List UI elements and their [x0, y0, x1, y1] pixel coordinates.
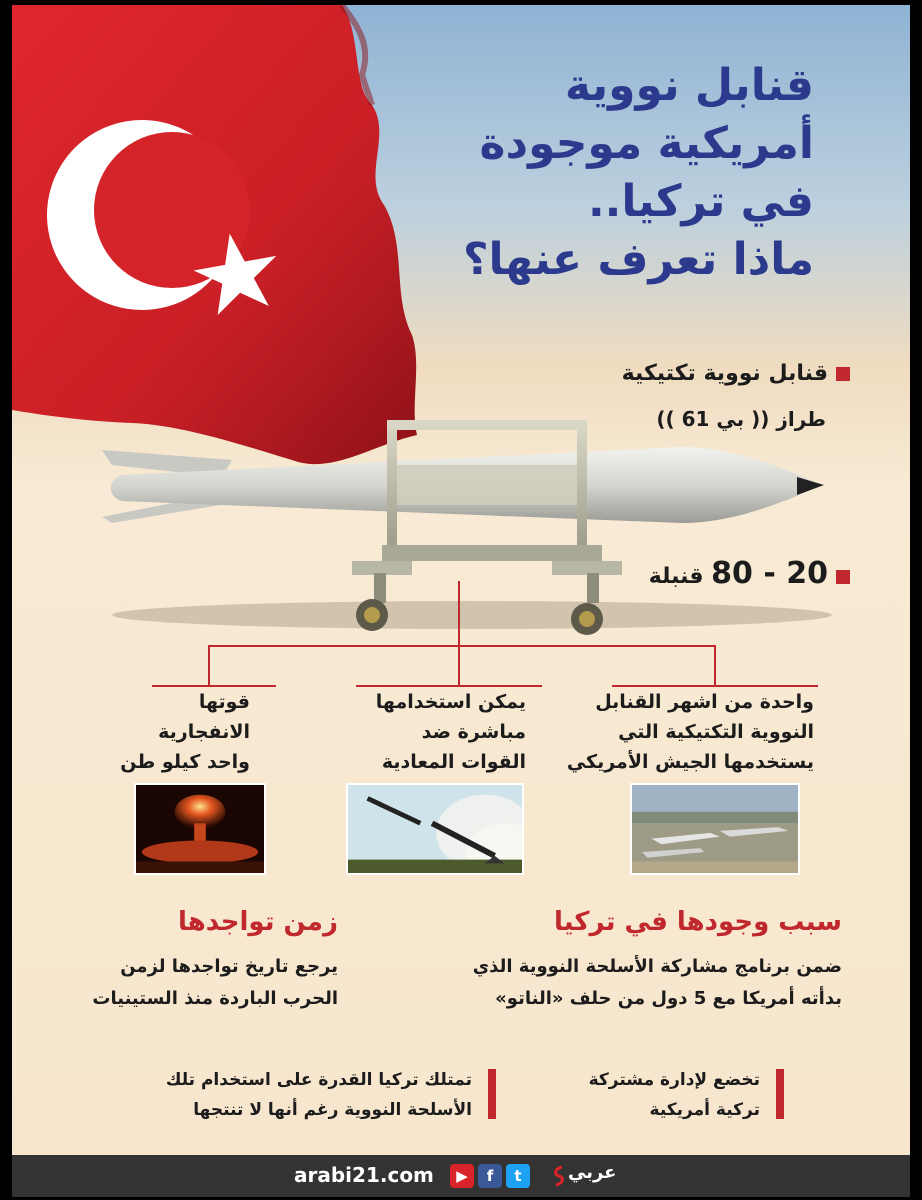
title-line-1: قنابل نووية: [564, 60, 814, 111]
reason-line: بدأته أمريكا مع 5 دول من حلف «الناتو»: [495, 988, 842, 1009]
admin-note-bar: [776, 1069, 784, 1119]
fact-line: يستخدمها الجيش الأمريكي: [566, 751, 814, 773]
fact-line: النووية التكتيكية التي: [618, 721, 814, 743]
time-paragraph: [92, 951, 338, 1015]
arabi21-logo-text: عربي: [568, 1162, 617, 1183]
fact-column-yield: [120, 687, 250, 777]
missile-launch-photo: [346, 783, 524, 875]
youtube-icon[interactable]: ▶: [450, 1164, 474, 1188]
bomb-model-text: طراز (( بي 61 )): [656, 407, 826, 431]
bomb-type-text: قنابل نووية تكتيكية: [621, 361, 828, 386]
reason-paragraph: [473, 951, 842, 1015]
capability-note-line: الأسلحة النووية رغم أنها لا تنتجها: [193, 1100, 472, 1120]
twitter-icon[interactable]: t: [506, 1164, 530, 1188]
fact-line: قوتها: [198, 691, 250, 713]
admin-note: [589, 1065, 760, 1125]
reason-heading: سبب وجودها في تركيا: [554, 907, 842, 937]
fact-line: واحدة من اشهر القنابل: [595, 691, 814, 713]
red-square-icon: [836, 570, 850, 584]
connector-vertical-center: [458, 581, 460, 687]
bomb-count-unit: قنبلة: [648, 564, 704, 589]
admin-note-line: تخضع لإدارة مشتركة: [588, 1070, 760, 1090]
capability-note-line: تمتلك تركيا القدرة على استخدام تلك: [165, 1070, 472, 1090]
title-line-3: في تركيا..: [587, 176, 814, 227]
footer-bar: [12, 1155, 910, 1197]
admin-note-line: تركية أمريكية: [649, 1100, 760, 1120]
bomb-count-number: 20 - 80: [711, 556, 828, 591]
fact-line: واحد كيلو طن: [120, 751, 250, 773]
fact-line: مباشرة ضد: [421, 721, 526, 743]
time-line: الحرب الباردة منذ الستينيات: [92, 988, 338, 1009]
b61-bomb-image: [82, 405, 842, 645]
fact-column-usage: [376, 687, 526, 777]
airbase-photo: [630, 783, 800, 875]
connector-vertical-right: [714, 645, 716, 687]
site-link[interactable]: arabi21.com: [294, 1163, 434, 1187]
red-square-icon: [836, 367, 850, 381]
time-heading: زمن تواجدها: [177, 907, 338, 937]
fact-column-fame: [567, 687, 814, 777]
connector-vertical-left: [208, 645, 210, 687]
capability-note-bar: [488, 1069, 496, 1119]
fact-line: القوات المعادية: [381, 751, 526, 773]
title-line-4: ماذا تعرف عنها؟: [462, 234, 814, 285]
bomb-type-bullet: [622, 361, 850, 386]
infographic: [12, 5, 910, 1197]
facebook-icon[interactable]: f: [478, 1164, 502, 1188]
fact-line: الانفجارية: [158, 721, 250, 743]
reason-line: ضمن برنامج مشاركة الأسلحة النووية الذي: [472, 956, 842, 977]
time-line: يرجع تاريخ تواجدها لزمن: [120, 956, 338, 977]
bomb-count-bullet: [649, 556, 850, 591]
infographic-title: [394, 57, 814, 289]
capability-note: [166, 1065, 472, 1125]
arabi21-logo-icon: [552, 1165, 566, 1187]
connector-horizontal: [208, 645, 716, 647]
nuclear-explosion-photo: [134, 783, 266, 875]
fact-line: يمكن استخدامها: [375, 691, 526, 713]
title-line-2: أمريكية موجودة: [479, 118, 814, 169]
